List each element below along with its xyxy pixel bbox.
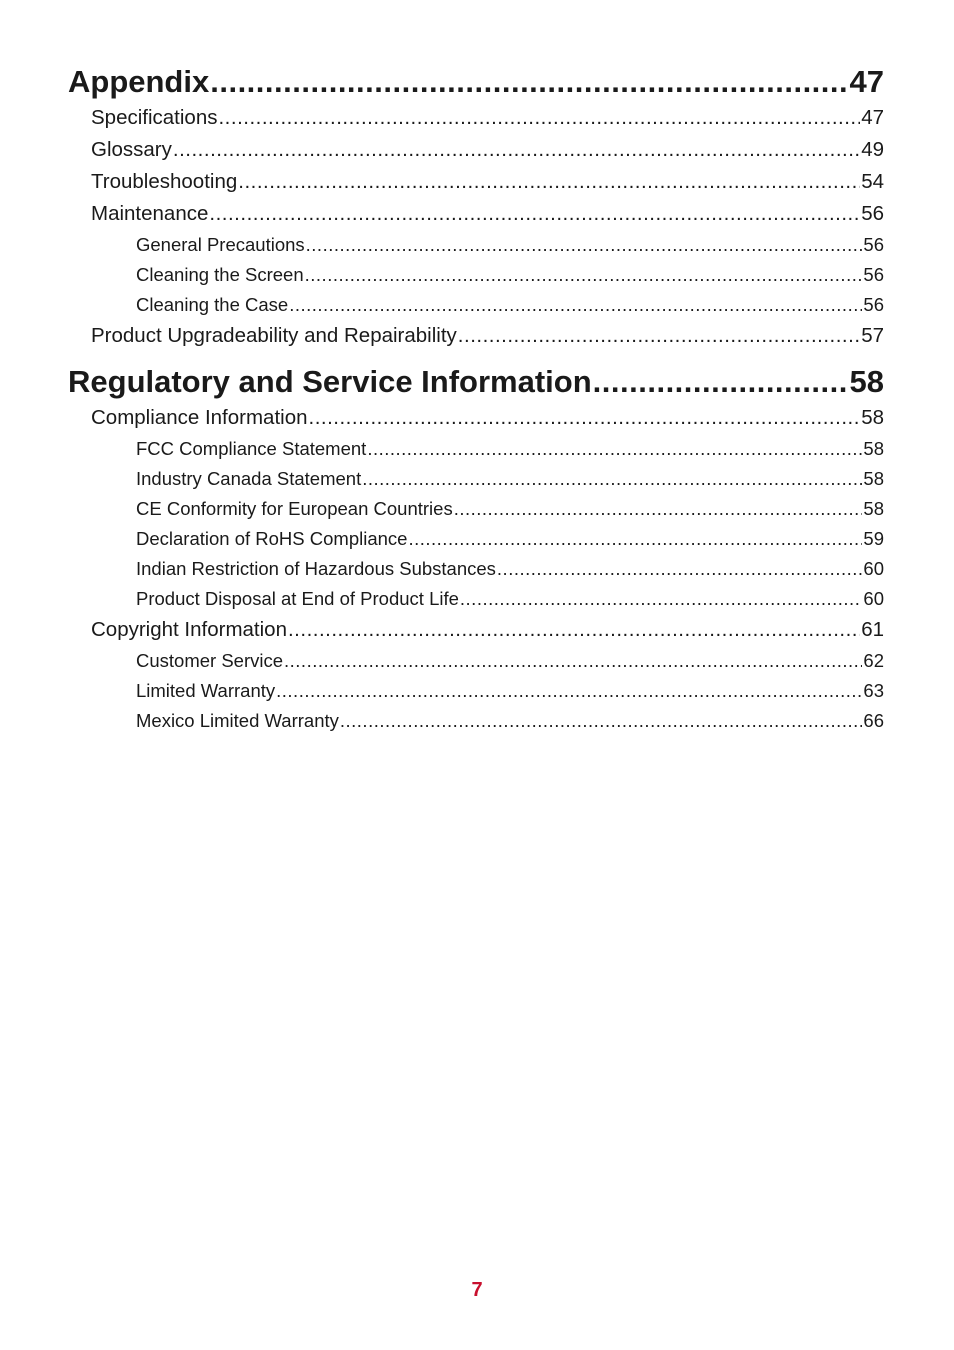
toc-subitem-limited-warranty[interactable]: [136, 676, 884, 706]
toc-subitem-product-disposal[interactable]: [136, 584, 884, 614]
toc-item-title: FCC Compliance Statement: [136, 438, 367, 459]
toc-page-number: 63: [863, 680, 884, 701]
toc-item-title: Maintenance: [91, 202, 209, 225]
toc-section-title: Regulatory and Service Information: [68, 364, 592, 399]
toc-subitem-industry-canada[interactable]: [136, 464, 884, 494]
toc-subitem-customer-service[interactable]: [136, 646, 884, 676]
dot-leader: [458, 320, 860, 352]
dot-leader: [218, 102, 860, 134]
toc-subitem-cleaning-the-screen[interactable]: [136, 260, 884, 290]
toc-page-number: 56: [863, 264, 884, 285]
toc-item-glossary[interactable]: [91, 134, 884, 166]
toc-item-title: Industry Canada Statement: [136, 468, 362, 489]
toc-page-number: 66: [863, 710, 884, 731]
footer-page-number: 7: [471, 1279, 483, 1301]
toc-item-title: Copyright Information: [91, 618, 287, 641]
dot-leader: [210, 62, 848, 102]
toc-subitem-indian-restriction[interactable]: [136, 554, 884, 584]
toc-page-number: 57: [861, 324, 884, 347]
toc-page-number: 60: [863, 558, 884, 579]
dot-leader: [309, 402, 861, 434]
dot-leader: [288, 614, 860, 646]
dot-leader: [306, 230, 863, 260]
toc-page-number: 58: [861, 406, 884, 429]
toc-page-number: 58: [863, 468, 884, 489]
toc-subitem-mexico-limited-warranty[interactable]: [136, 706, 884, 736]
dot-leader: [593, 362, 849, 402]
dot-leader: [238, 166, 860, 198]
dot-leader: [367, 434, 862, 464]
dot-leader: [362, 464, 862, 494]
table-of-contents: [68, 62, 884, 736]
toc-page-number: 61: [861, 618, 884, 641]
toc-page-number: 56: [863, 234, 884, 255]
dot-leader: [340, 706, 863, 736]
dot-leader: [408, 524, 862, 554]
toc-subitem-cleaning-the-case[interactable]: [136, 290, 884, 320]
dot-leader: [497, 554, 863, 584]
toc-item-title: Mexico Limited Warranty: [136, 710, 339, 731]
dot-leader: [173, 134, 860, 166]
toc-item-compliance-information[interactable]: [91, 402, 884, 434]
toc-item-title: Product Disposal at End of Product Life: [136, 588, 459, 609]
toc-page-number: 59: [863, 528, 884, 549]
toc-item-copyright-information[interactable]: [91, 614, 884, 646]
toc-subitem-rohs-compliance[interactable]: [136, 524, 884, 554]
toc-item-title: Specifications: [91, 106, 218, 129]
toc-page-number: 47: [849, 64, 884, 99]
dot-leader: [454, 494, 863, 524]
toc-page-number: 58: [849, 364, 884, 399]
toc-item-product-upgradeability[interactable]: [91, 320, 884, 352]
toc-subitem-general-precautions[interactable]: [136, 230, 884, 260]
toc-item-title: Product Upgradeability and Repairability: [91, 324, 457, 347]
toc-section-title: Appendix: [68, 64, 210, 99]
toc-item-title: Glossary: [91, 138, 172, 161]
toc-page-number: 56: [863, 294, 884, 315]
toc-item-title: Declaration of RoHS Compliance: [136, 528, 408, 549]
dot-leader: [305, 260, 863, 290]
toc-subitem-ce-conformity[interactable]: [136, 494, 884, 524]
toc-page-number: 49: [861, 138, 884, 161]
toc-section-regulatory[interactable]: [68, 362, 884, 402]
toc-subitem-fcc-compliance[interactable]: [136, 434, 884, 464]
toc-item-title: Compliance Information: [91, 406, 308, 429]
toc-item-title: General Precautions: [136, 234, 305, 255]
toc-item-title: CE Conformity for European Countries: [136, 498, 453, 519]
dot-leader: [289, 290, 862, 320]
toc-page-number: 58: [863, 498, 884, 519]
dot-leader: [460, 584, 863, 614]
dot-leader: [209, 198, 860, 230]
dot-leader: [276, 676, 862, 706]
toc-page-number: 62: [863, 650, 884, 671]
toc-item-title: Cleaning the Case: [136, 294, 289, 315]
toc-item-title: Troubleshooting: [91, 170, 238, 193]
toc-item-title: Customer Service: [136, 650, 284, 671]
toc-item-title: Cleaning the Screen: [136, 264, 304, 285]
toc-item-maintenance[interactable]: [91, 198, 884, 230]
toc-section-appendix[interactable]: [68, 62, 884, 102]
toc-page-number: 56: [861, 202, 884, 225]
dot-leader: [284, 646, 862, 676]
toc-item-specifications[interactable]: [91, 102, 884, 134]
toc-item-title: Indian Restriction of Hazardous Substances: [136, 558, 496, 579]
toc-item-troubleshooting[interactable]: [91, 166, 884, 198]
toc-item-title: Limited Warranty: [136, 680, 276, 701]
toc-page-number: 54: [861, 170, 884, 193]
toc-page-number: 60: [863, 588, 884, 609]
toc-page-number: 58: [863, 438, 884, 459]
toc-page-number: 47: [861, 106, 884, 129]
